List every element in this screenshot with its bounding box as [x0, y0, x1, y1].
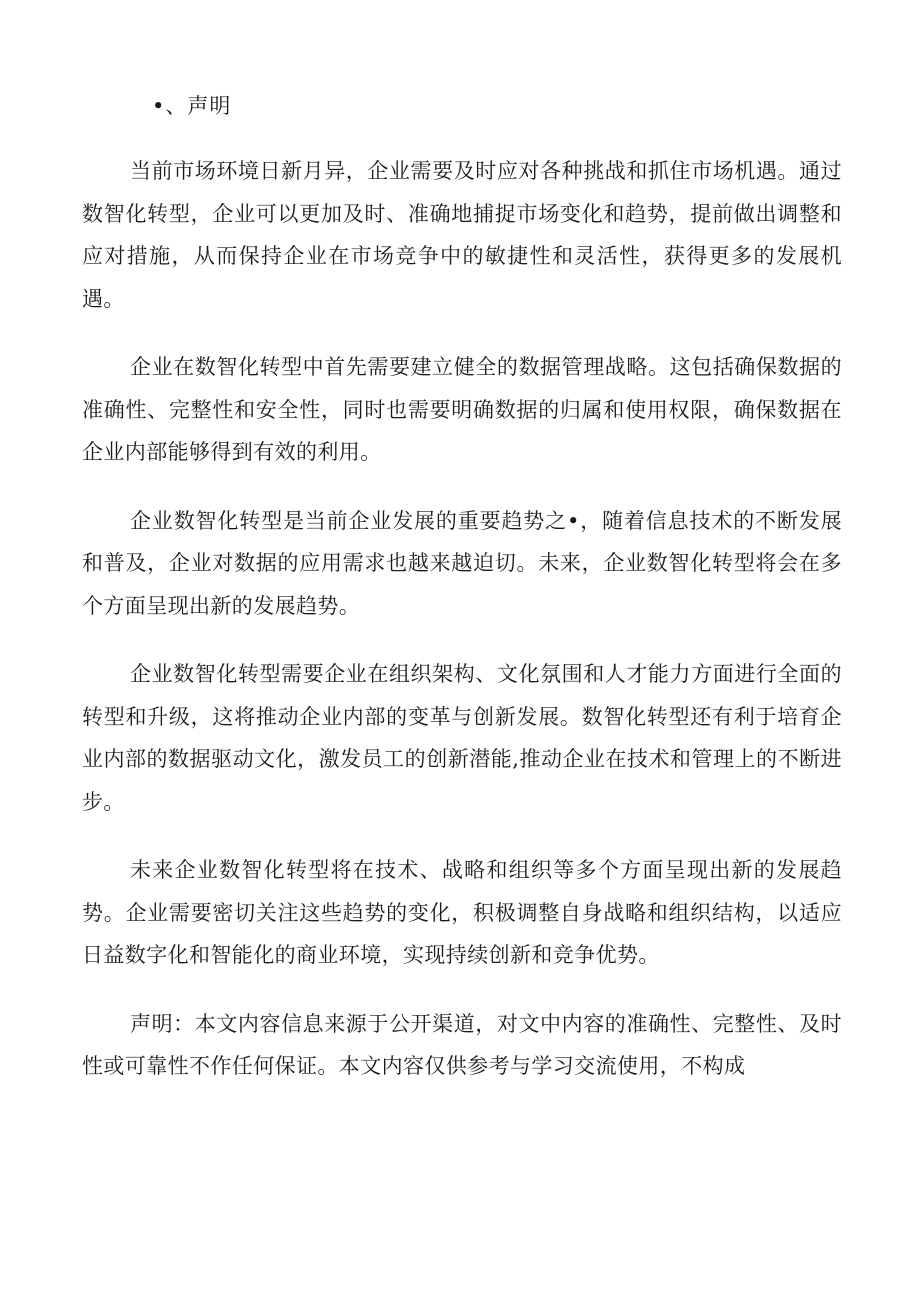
paragraph-5: 未来企业数智化转型将在技术、战略和组织等多个方面呈现出新的发展趋势。企业需要密切关注这些趋势的变化，积极调整自身战略和组织结构，以适应日益数字化和智能化的商业环境，实现持续创新和竞争优势。 [82, 858, 842, 967]
paragraph-1: 当前市场环境日新月异，企业需要及时应对各种挑战和抓住市场机遇。通过数智化转型，企业可以更加及时、准确地捕捉市场变化和趋势，提前做出调整和应对措施，从而保持企业在市场竞争中的敏捷性和灵活性，获得更多的发展机遇。 [82, 159, 842, 311]
paragraph-2: 企业在数智化转型中首先需要建立健全的数据管理战略。这包括确保数据的准确性、完整性和安全性，同时也需要明确数据的归属和使用权限，确保数据在企业内部能够得到有效的利用。 [82, 355, 842, 464]
paragraph-4: 企业数智化转型需要企业在组织架构、文化氛围和人才能力方面进行全面的转型和升级，这将推动企业内部的变革与创新发展。数智化转型还有利于培育企业内部的数据驱动文化，激发员工的创新潜能,推动企业在技术和管理上的不断进步。 [82, 662, 842, 814]
paragraph-3: 企业数智化转型是当前企业发展的重要趋势之•，随着信息技术的不断发展和普及，企业对数据的应用需求也越来越迫切。未来，企业数智化转型将会在多个方面呈现出新的发展趋势。 [82, 508, 842, 618]
paragraph-6-disclaimer: 声明：本文内容信息来源于公开渠道，对文中内容的准确性、完整性、及时性或可靠性不作任何保证。本文内容仅供参考与学习交流使用，不构成 [82, 1011, 842, 1078]
document-body [82, 86, 842, 1114]
section-heading: •、声明 [152, 94, 232, 118]
